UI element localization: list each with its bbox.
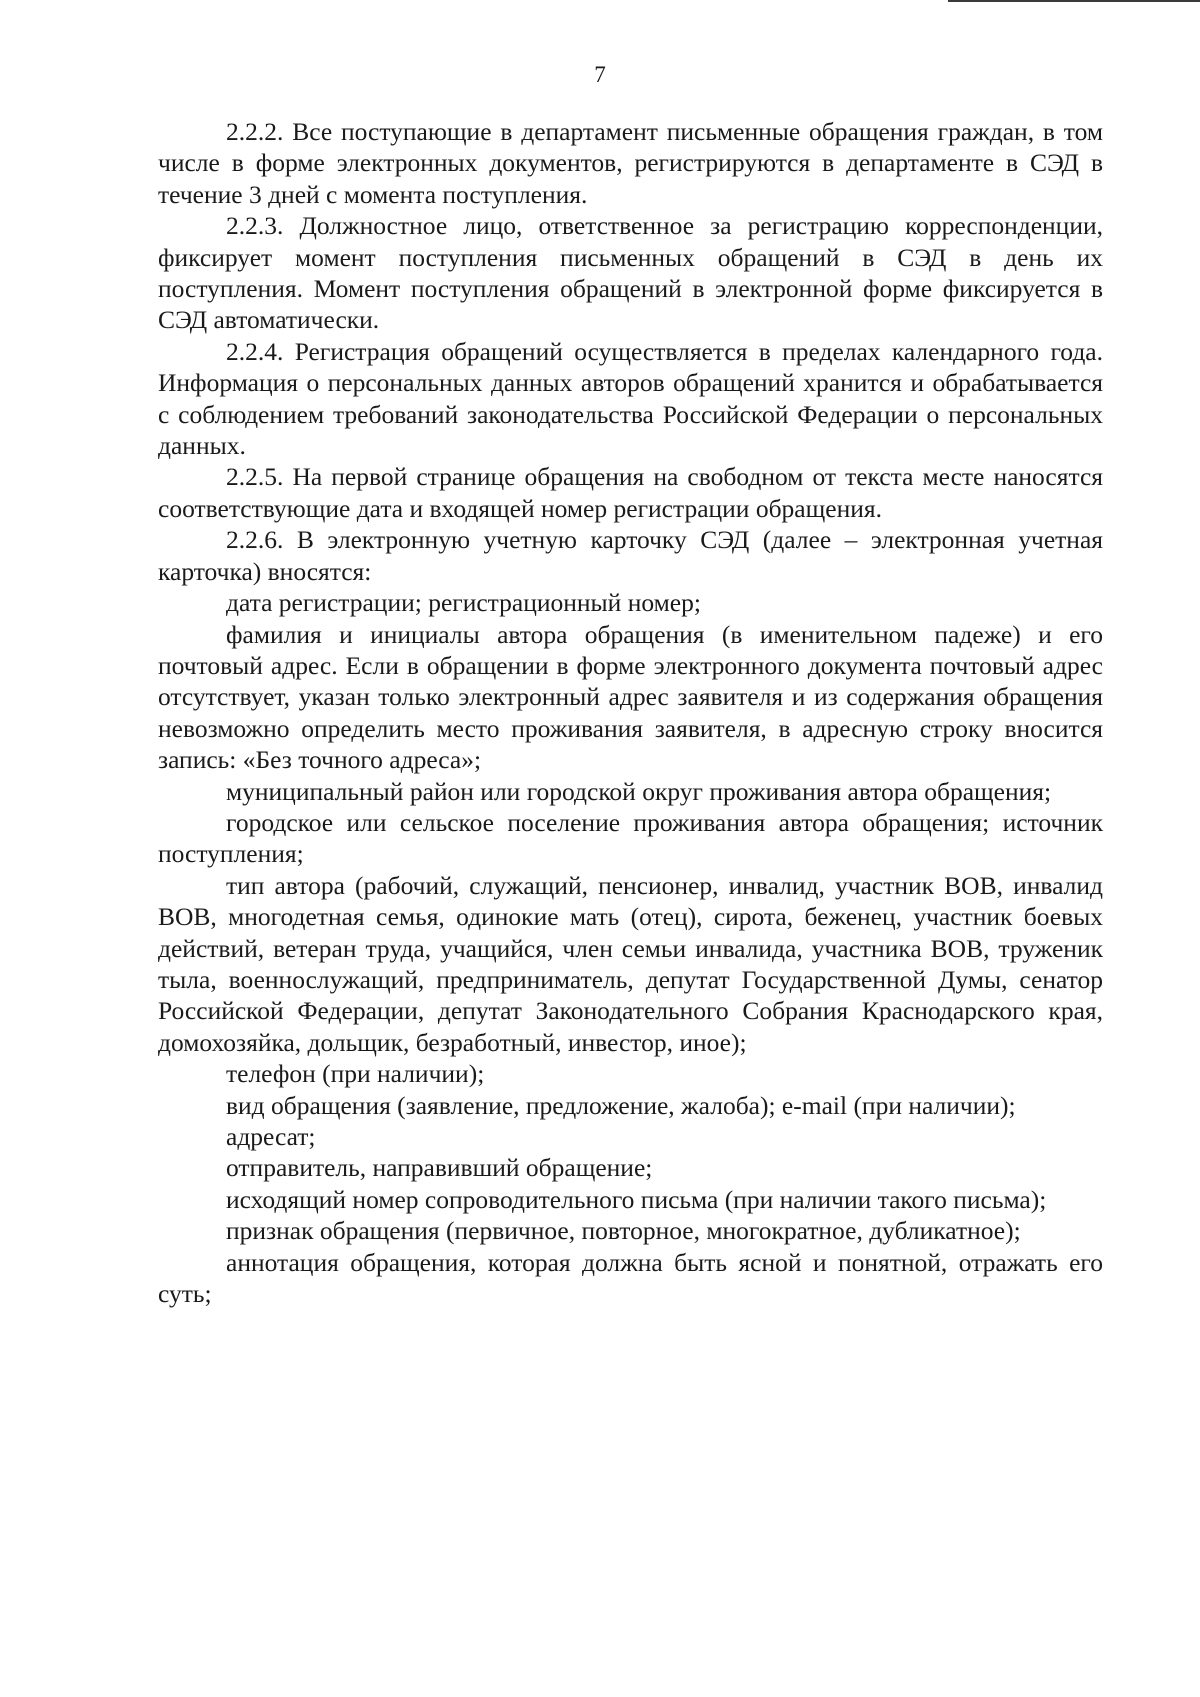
list-item-registration-date: дата регистрации; регистрационный номер; xyxy=(226,588,701,618)
list-item-outgoing-number: исходящий номер сопроводительного письма (при наличии такого письма); xyxy=(226,1184,1047,1214)
paragraph-2-2-3: 2.2.3. Должностное лицо, ответственное за регистрацию корреспонденции, фиксирует момент поступления письменных обращений в СЭД в день их поступления. Момент поступления обращений в электронной форме фиксируется в СЭД автоматически. xyxy=(158,211,1103,335)
list-item-sender: отправитель, направивший обращение; xyxy=(226,1153,653,1183)
list-item-municipal-district: муниципальный район или городской округ проживания автора обращения; xyxy=(226,776,1052,806)
page-number: 7 xyxy=(594,62,606,87)
paragraph-2-2-6: 2.2.6. В электронную учетную карточку СЭД (далее – электронная учетная карточка) вносятся: xyxy=(158,525,1103,586)
list-item-appeal-sign: признак обращения (первичное, повторное, многократное, дубликатное); xyxy=(226,1216,1021,1246)
list-item-phone: телефон (при наличии); xyxy=(226,1059,485,1089)
list-item-author-name-address: фамилия и инициалы автора обращения (в именительном падеже) и его почтовый адрес. Если в обращении в форме электронного документа почтовый адрес отсутствует, указан только электронный адрес заявителя и из содержания обращения невозможно определить место проживания заявителя, в адресную строку вносится запись: «Без точного адреса»; xyxy=(158,619,1103,775)
list-item-addressee: адресат; xyxy=(226,1122,316,1151)
paragraph-2-2-5: 2.2.5. На первой странице обращения на свободном от текста месте наносятся соответствующие дата и входящей номер регистрации обращения. xyxy=(158,462,1103,523)
list-item-author-type: тип автора (рабочий, служащий, пенсионер, инвалид, участник ВОВ, инвалид ВОВ, многодетная семья, одинокие мать (отец), сирота, беженец, участник боевых действий, ветеран труда, учащийся, член семьи инвалида, участника ВОВ, труженик тыла, военнослужащий, предприниматель, депутат Государственной Думы, сенатор Российской Федерации, депутат Законодательного Собрания Краснодарского края, домохозяйка, дольщик, безработный, инвестор, иное); xyxy=(158,870,1103,1057)
document-body xyxy=(158,116,1103,1309)
list-item-appeal-kind: вид обращения (заявление, предложение, жалоба); e-mail (при наличии); xyxy=(226,1090,1016,1120)
paragraph-2-2-2: 2.2.2. Все поступающие в департамент письменные обращения граждан, в том числе в форме электронных документов, регистрируются в департаменте в СЭД в течение 3 дней с момента поступления. xyxy=(158,117,1103,209)
list-item-annotation: аннотация обращения, которая должна быть ясной и понятной, отражать его суть; xyxy=(158,1247,1103,1309)
list-item-settlement-source: городское или сельское поселение проживания автора обращения; источник поступления; xyxy=(158,807,1103,869)
top-edge-rule xyxy=(948,0,1200,2)
paragraph-2-2-4: 2.2.4. Регистрация обращений осуществляется в пределах календарного года. Информация о персональных данных авторов обращений хранится и обрабатывается с соблюдением требований законодательства Российской Федерации о персональных данных. xyxy=(158,336,1103,461)
